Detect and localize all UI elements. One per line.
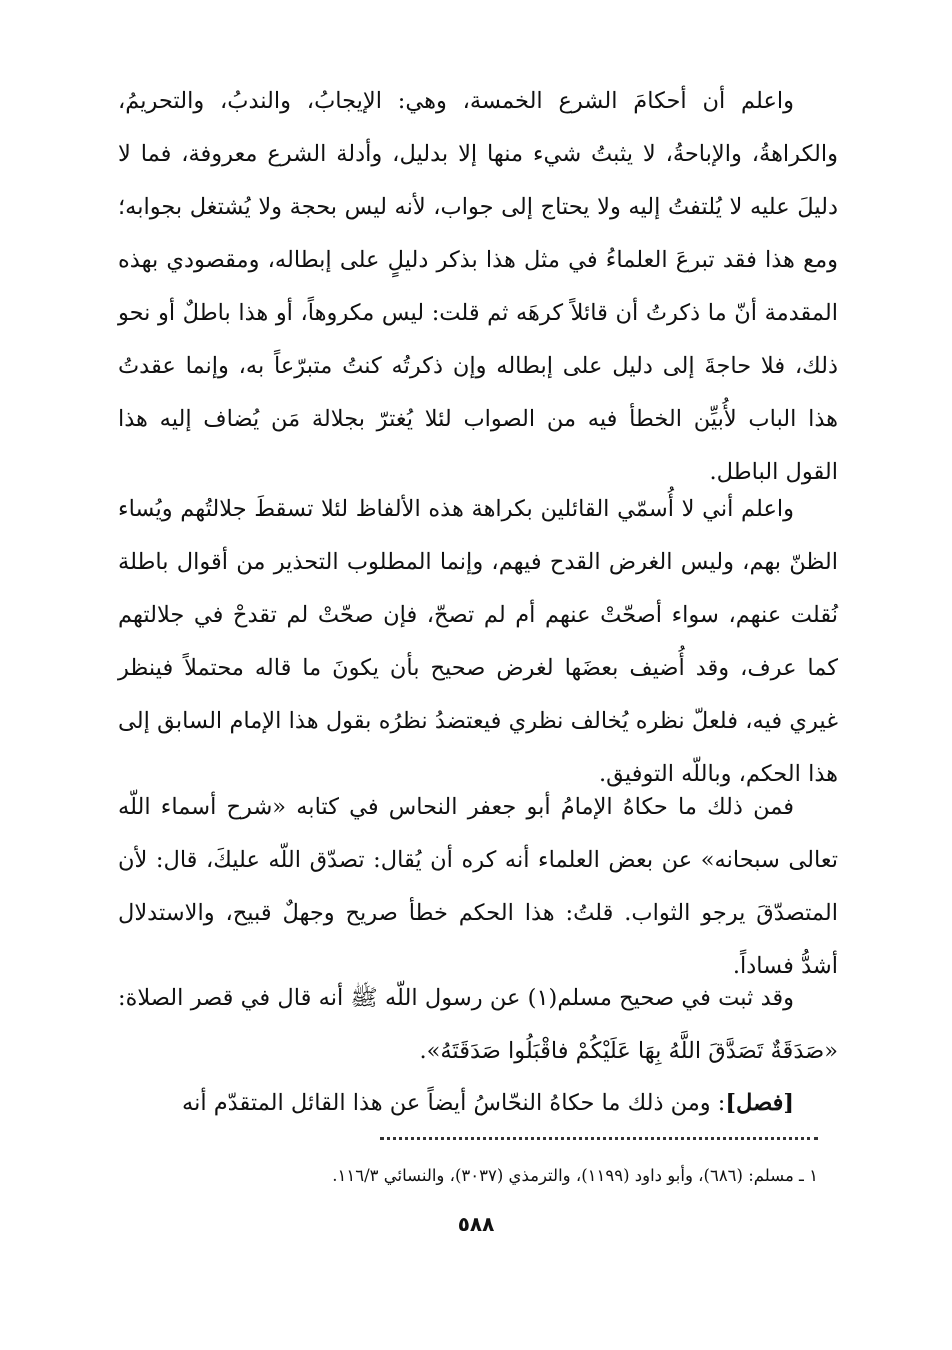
paragraph-not-naming-scholars — [118, 483, 838, 801]
paragraph-text — [118, 1077, 838, 1130]
paragraph-nahhas-quote — [118, 781, 838, 993]
paragraph-fasl — [118, 1077, 838, 1130]
footnote: ١ ـ مسلم: (٦٨٦)، وأبو داود (١١٩٩)، والترمذي (٣٠٣٧)، والنسائي ١١٦/٣. — [332, 1166, 818, 1185]
paragraph-text: واعلم أني لا أُسمّي القائلين بكراهة هذه الألفاظ لئلا تسقطَ جلالتُهم ويُساء الظنّ بهم، وليس الغرض القدح فيهم، وإنما المطلوب التحذير من أقوال باطلة نُقلت عنهم، سواء أصحّتْ عنهم أم لم تصحّ، فإن صحّتْ لم تقدحْ في جلالتهم كما عرف، وقد أُضيف بعضَها لغرض صحيح بأن يكونَ ما قاله محتملاً فينظر غيري فيه، فلعلّ نظره يُخالف نظري فيعتضدُ نظرُه بقول هذا الإمام السابق إلى هذا الحكم، وباللّه التوفيق. — [118, 496, 838, 787]
paragraph-legal-rulings — [118, 75, 838, 499]
section-heading: [فصل] — [725, 1090, 794, 1116]
page-number: ٥٨٨ — [457, 1212, 495, 1236]
footnote-separator — [380, 1137, 818, 1140]
paragraph-text: فمن ذلك ما حكاهُ الإمامُ أبو جعفر النحاس في كتابه «شرح أسماء اللّه تعالى سبحانه» عن بعض العلماء أنه كره أن يُقال: تصدّق اللّه عليكَ، قال: لأن المتصدّقَ يرجو الثواب. قلتُ: هذا الحكم خطأ صريح وجهلٌ قبيح، والاستدلال أشدُّ فساداً. — [118, 794, 838, 979]
paragraph-text: واعلم أن أحكامَ الشرع الخمسة، وهي: الإيجابُ، والندبُ، والتحريمُ، والكراهةُ، والإباحةُ، لا يثبتُ شيء منها إلا بدليل، وأدلة الشرع معروفة، فما لا دليلَ عليه لا يُلتفتُ إليه ولا يحتاج إلى جواب، لأنه ليس بحجة ولا يُشتغل بجوابه؛ ومع هذا فقد تبرعَ العلماءُ في مثل هذا بذكر دليلٍ على إبطاله، ومقصودي بهذه المقدمة أنّ ما ذكرتُ أن قائلاً كرهَه ثم قلت: ليس مكروهاً، أو هذا باطلٌ أو نحو ذلك، فلا حاجةَ إلى دليل على إبطاله وإن ذكرتُه كنتُ متبرّعاً به، وإنما عقدتُ هذا الباب لأُبيِّن الخطأ فيه من الصواب لئلا يُغترّ بجلالة مَن يُضاف إليه هذا القول الباطل. — [118, 88, 839, 485]
section-text: : ومن ذلك ما حكاهُ النحّاسُ أيضاً عن هذا القائل المتقدّم أنه — [182, 1090, 726, 1116]
paragraph-sahih-muslim — [118, 972, 838, 1078]
paragraph-text: وقد ثبت في صحيح مسلم(١) عن رسول اللّه ﷺ أنه قال في قصر الصلاة: «صَدَقَةٌ تَصَدَّقَ اللَّهُ بِهَا عَلَيْكُمْ فاقْبَلُوا صَدَقَتَهُ». — [118, 985, 838, 1064]
